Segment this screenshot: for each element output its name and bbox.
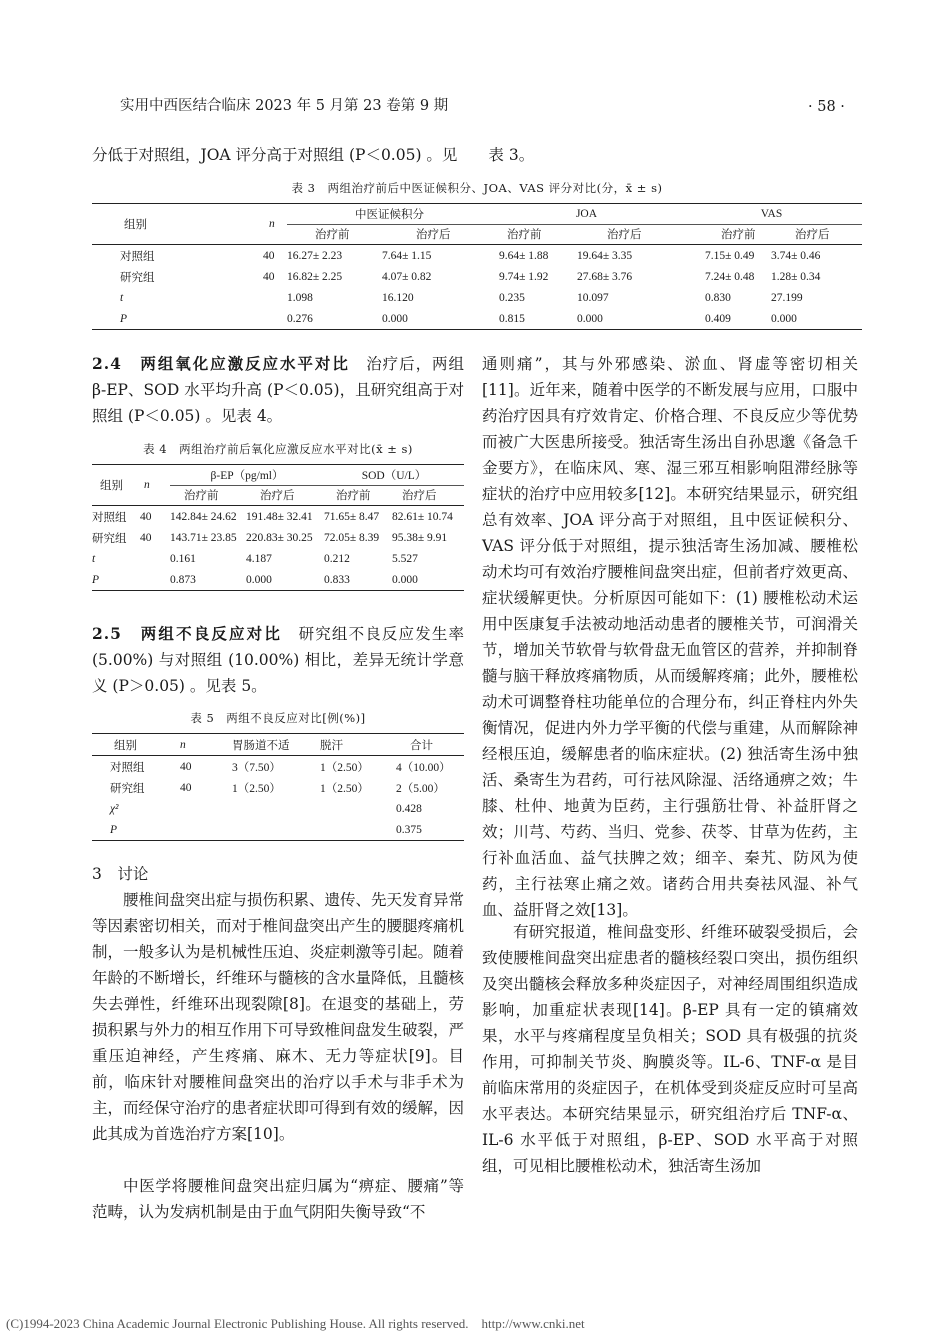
table-cell: 0.235 (499, 291, 525, 304)
table-cell: 0.375 (396, 823, 422, 836)
table-cell: 0.000 (392, 573, 418, 586)
table-cell: 1（2.50） (320, 761, 369, 774)
t5-h-n: n (180, 738, 186, 751)
t3-h-vas: VAS (760, 207, 783, 220)
copyright-footer: (C)1994-2023 China Academic Journal Electronic Publishing House. All rights reserved. http://www.cnki.net (6, 1316, 585, 1331)
table-cell: 143.71± 23.85 (170, 531, 237, 544)
t4-h-bep: β-EP（pg/ml） (210, 469, 284, 482)
table-cell: 3（7.50） (232, 761, 281, 774)
table-cell: 27.199 (771, 291, 803, 304)
table-cell: 95.38± 9.91 (392, 531, 448, 544)
t3-h-joa: JOA (575, 207, 598, 220)
table-cell: 对照组 (92, 511, 127, 524)
table-cell: 3.74± 0.46 (771, 249, 821, 262)
table-cell: 研究组 (110, 782, 145, 795)
table4 (92, 464, 464, 591)
t3-h-before: 治疗前 (492, 224, 577, 245)
table-cell: 72.05± 8.39 (324, 531, 380, 544)
t3-h-n: n (227, 204, 287, 245)
t5-h-total: 合计 (410, 739, 433, 752)
table-cell: 对照组 (120, 250, 155, 263)
table-cell: 0.428 (396, 802, 422, 815)
table-cell: 0.830 (705, 291, 731, 304)
table-cell (140, 569, 170, 591)
table-cell: 0.873 (170, 573, 196, 586)
discussion-para-3: 通则痛”，其与外邪感染、淤血、肾虚等密切相关[11]。近年来，随着中医学的不断发展与应用，口服中药治疗因具有疗效肯定、价格合理、不良反应少等优势而被广大医患所接受。独活寄生汤出自孙思邈《备急千金要方》，在临床风、寒、湿三邪互相影响阻滞经脉等症状的治疗中应用较多[12]。本研究结果显示，研究组总有效率、JOA 评分高于对照组，且中医证候积分、VAS 评分低于对照组，提示独活寄生汤加减、腰椎松动术均可有效治疗腰椎间盘突出症，但前者疗效更高、症状缓解更快。分析原因可能如下：(1) 腰椎松动术运用中医康复手法被动地活动患者的腰椎关节，可润滑关节，增加关节软骨与软骨盘无血管区的营养，并抑制脊髓与脑干释放疼痛物质，从而缓解疼痛；此外，腰椎松动术可调整脊柱功能单位的合理分布，纠正脊柱内外失衡情况，促进内外力学平衡的代偿与重建，从而解除神经根压迫，缓解患者的临床症状。(2) 独活寄生汤中独活、桑寄生为君药，可行祛风除湿、活络通痹之效；牛膝、杜仲、地黄为臣药，主行强筋壮骨、补益肝肾之效；川芎、芍药、当归、党参、茯苓、甘草为佐药，主行补血活血、益气扶脾之效；细辛、秦艽、防风为使药，主行祛寒止痛之效。诸药合用共奏祛风湿、补气血、益肝肾之效[13]。 (482, 355, 858, 919)
section-3-title: 3 讨论 (92, 865, 149, 883)
table-cell: 1.098 (287, 291, 313, 304)
table-cell: 16.82± 2.25 (287, 270, 343, 283)
table-cell: 191.48± 32.41 (246, 510, 313, 523)
table-cell: P (120, 312, 128, 325)
page-number: · 58 · (808, 99, 845, 115)
section-2-4-body: 治疗后，两组 β-EP、SOD 水平均升高 (P＜0.05)，且研究组高于对照组 (P＜0.05) 。见表 4。 (92, 355, 464, 425)
table-cell: 4.07± 0.82 (382, 270, 432, 283)
table-cell: 0.161 (170, 552, 196, 565)
table-cell: 0.833 (324, 573, 350, 586)
table-cell: 7.64± 1.15 (382, 249, 432, 262)
table-cell: 16.27± 2.23 (287, 249, 343, 262)
table-cell: 0.000 (246, 573, 272, 586)
table-cell: 19.64± 3.35 (577, 249, 633, 262)
table-cell: 1（2.50） (320, 782, 369, 795)
table-cell: 16.120 (382, 291, 414, 304)
table-cell: 0.212 (324, 552, 350, 565)
table-cell: t (120, 291, 124, 304)
t4-h-group: 组别 (92, 465, 140, 506)
table-cell: 10.097 (577, 291, 609, 304)
table-cell (224, 819, 312, 841)
table-cell: 220.83± 30.25 (246, 531, 313, 544)
table-cell: 7.15± 0.49 (705, 249, 755, 262)
table-cell (227, 308, 287, 330)
continued-text: 分低于对照组，JOA 评分高于对照组 (P＜0.05) 。见 表 3。 (92, 146, 535, 164)
section-2-5-body: 研究组不良反应发生率 (5.00%) 与对照组 (10.00%) 相比，差异无统计学意义 (P＞0.05) 。见表 5。 (92, 625, 464, 695)
t4-h-after: 治疗后 (246, 485, 324, 506)
table-cell (224, 798, 312, 819)
t3-h-after: 治疗后 (771, 224, 862, 245)
table-cell: 0.000 (382, 312, 408, 325)
table-cell: 40 (263, 249, 275, 262)
table-cell: 0.000 (771, 312, 797, 325)
table-cell: 对照组 (110, 761, 145, 774)
table4-caption: 表 4 两组治疗前后氧化应激反应水平对比(x̄ ± s) (143, 442, 413, 456)
table-cell: 2（5.00） (396, 782, 445, 795)
t3-h-after: 治疗后 (577, 224, 681, 245)
t4-h-before: 治疗前 (324, 485, 392, 506)
table-cell (312, 798, 396, 819)
table3-caption: 表 3 两组治疗前后中医证候积分、JOA、VAS 评分对比(分，x̄ ± s) (291, 181, 663, 195)
table-cell: 82.61± 10.74 (392, 510, 453, 523)
table-cell: 1.28± 0.34 (771, 270, 821, 283)
table-cell: 0.000 (577, 312, 603, 325)
table-cell: χ² (110, 802, 119, 815)
table-cell (180, 798, 224, 819)
t4-h-n: n (140, 465, 170, 506)
table-cell: 27.68± 3.76 (577, 270, 633, 283)
t5-h-sweat: 脱汗 (320, 739, 343, 752)
table-cell (140, 548, 170, 569)
table-cell: 5.527 (392, 552, 418, 565)
table-cell: 9.74± 1.92 (499, 270, 549, 283)
table-cell: 4.187 (246, 552, 272, 565)
table-cell: P (110, 823, 118, 836)
section-2-5 (92, 621, 464, 699)
table-cell: 研究组 (120, 271, 155, 284)
t3-h-tcm: 中医证候积分 (355, 208, 424, 221)
table5-caption: 表 5 两组不良反应对比[例(%)] (190, 711, 366, 725)
table-cell: 1（2.50） (232, 782, 281, 795)
t5-h-gi: 胃肠道不适 (232, 739, 290, 752)
table-cell: 7.24± 0.48 (705, 270, 755, 283)
table-cell: 71.65± 8.47 (324, 510, 380, 523)
table-cell (180, 819, 224, 841)
t4-h-before: 治疗前 (170, 485, 246, 506)
section-2-5-title: 2.5 两组不良反应对比 (92, 624, 282, 643)
table-cell: 40 (180, 781, 192, 794)
journal-header: 实用中西医结合临床 2023 年 5 月第 23 卷第 9 期 (120, 98, 449, 114)
table-cell: 4（10.00） (396, 761, 451, 774)
t4-h-sod: SOD（U/L） (361, 469, 427, 482)
discussion-para-1: 腰椎间盘突出症与损伤积累、遗传、先天发育异常等因素密切相关，而对于椎间盘突出产生的腰腿疼痛机制，一般多认为是机械性压迫、炎症刺激等引起。随着年龄的不断增长，纤维环与髓核的含水量降低，且髓核失去弹性，纤维环出现裂隙[8]。在退变的基础上，劳损积累与外力的相互作用下可导致椎间盘发生破裂，严重压迫神经，产生疼痛、麻木、无力等症状[9]。目前，临床针对腰椎间盘突出的治疗以手术与非手术为主，而经保守治疗的患者症状即可得到有效的缓解，因此其成为首选治疗方案[10]。 (92, 891, 465, 1143)
table-cell: 142.84± 24.62 (170, 510, 237, 523)
table-cell: 0.409 (705, 312, 731, 325)
table-cell: 40 (140, 531, 152, 544)
table-cell: 40 (140, 510, 152, 523)
table-cell: 0.815 (499, 312, 525, 325)
table-cell (312, 819, 396, 841)
table5 (92, 733, 464, 841)
table-cell: 9.64± 1.88 (499, 249, 549, 262)
table-cell: 研究组 (92, 532, 127, 545)
table-cell: t (92, 552, 96, 565)
t3-h-before: 治疗前 (287, 224, 382, 245)
discussion-para-2: 中医学将腰椎间盘突出症归属为“痹症、腰痛”等范畴，认为发病机制是由于血气阴阳失衡导致“不 (92, 1177, 464, 1221)
table3 (92, 203, 862, 330)
table-cell: P (92, 573, 100, 586)
section-2-4 (92, 351, 464, 429)
table-cell: 40 (180, 760, 192, 773)
t3-h-group: 组别 (92, 204, 227, 245)
t3-h-before: 治疗前 (681, 224, 771, 245)
t4-h-after: 治疗后 (392, 485, 464, 506)
discussion-para-4: 有研究报道，椎间盘变形、纤维环破裂受损后，会致使腰椎间盘突出症患者的髓核经裂口突出，损伤组织及突出髓核会释放多种炎症因子，对神经周围组织造成影响，加重症状表现[14]。β-EP 具有一定的镇痛效果，水平与疼痛程度呈负相关；SOD 具有极强的抗炎作用，可抑制关节炎、胸膜炎等。IL-6、TNF-α 是目前临床常用的炎症因子，在机体受到炎症反应时可呈高水平表达。本研究结果显示，研究组治疗后 TNF-α、IL-6 水平低于对照组，β-EP、SOD 水平高于对照组，可见相比腰椎松动术，独活寄生汤加 (482, 923, 858, 1175)
t5-h-group: 组别 (114, 739, 137, 752)
table-cell: 40 (263, 270, 275, 283)
section-2-4-title: 2.4 两组氧化应激反应水平对比 (92, 354, 350, 373)
t3-h-after: 治疗后 (382, 224, 492, 245)
table-cell: 0.276 (287, 312, 313, 325)
table-cell (227, 287, 287, 308)
